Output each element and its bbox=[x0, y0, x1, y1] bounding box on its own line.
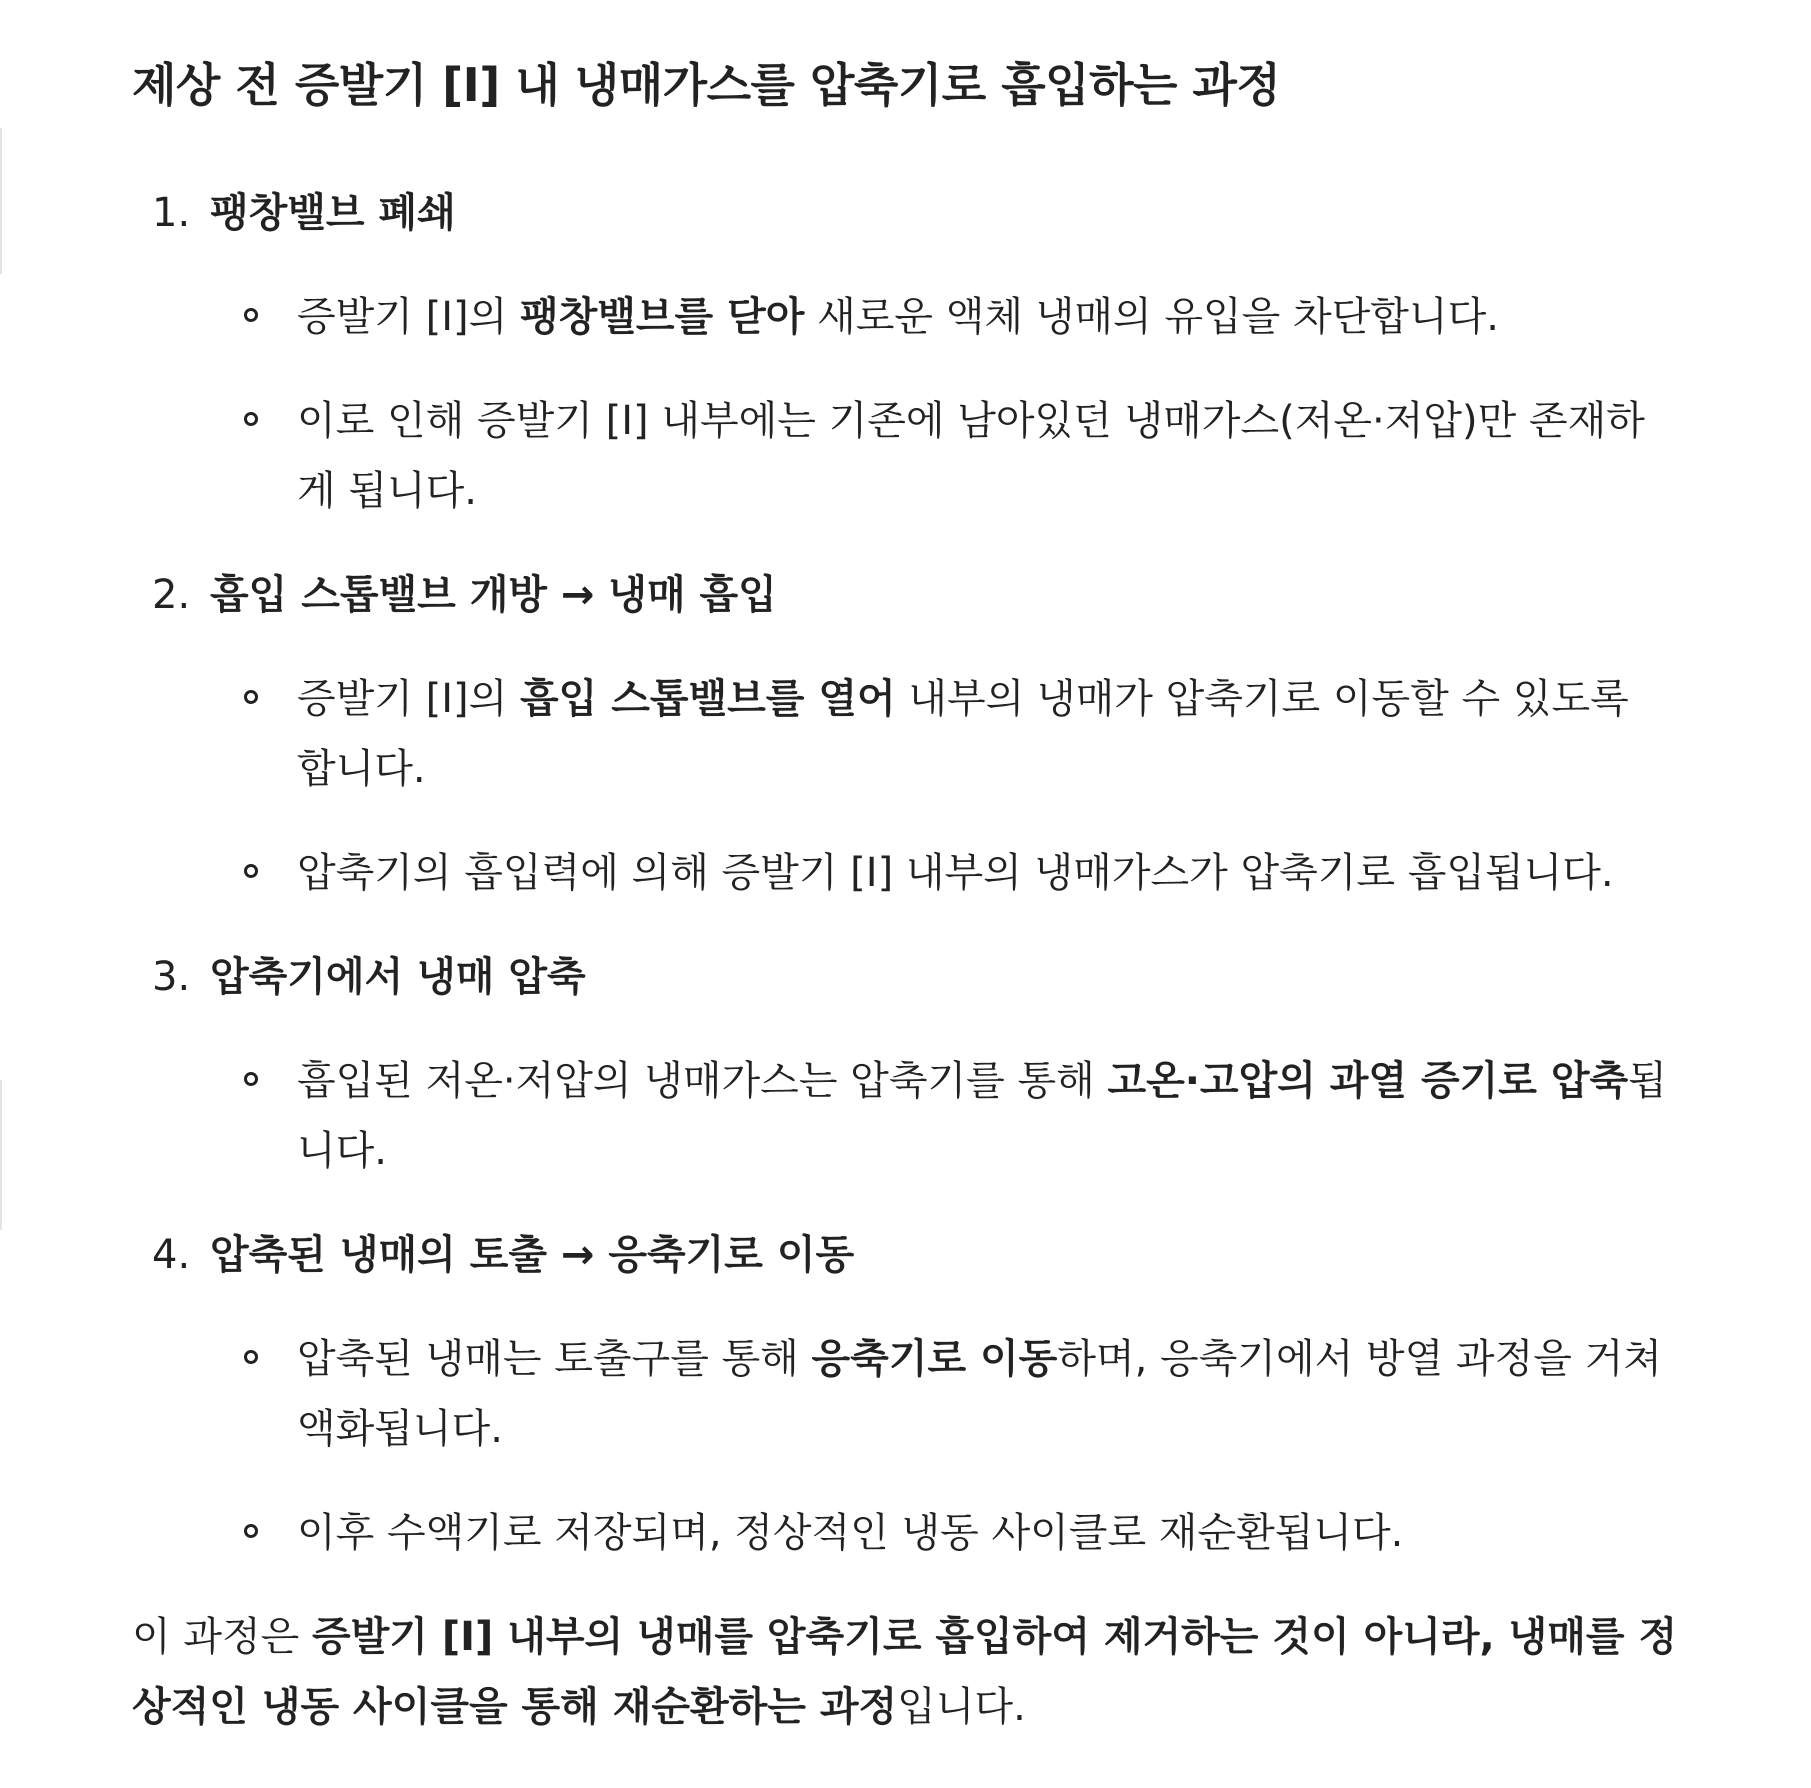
bullet-item bbox=[132, 1324, 1692, 1464]
bullet-text: 흡입된 저온·저압의 냉매가스는 압축기를 통해 고온·고압의 과열 증기로 압축됩니다. bbox=[297, 1058, 1667, 1174]
step-list bbox=[132, 178, 1692, 1568]
bullet-text: 압축기의 흡입력에 의해 증발기 [I] 내부의 냉매가스가 압축기로 흡입됩니다. bbox=[297, 850, 1614, 896]
bullet-text: 증발기 [I]의 흡입 스톱밸브를 열어 내부의 냉매가 압축기로 이동할 수 있도록 합니다. bbox=[297, 676, 1629, 792]
bullet-circle-icon bbox=[132, 282, 297, 322]
document bbox=[132, 40, 1692, 1782]
bullet-item bbox=[132, 1046, 1692, 1186]
step-number: 2. bbox=[152, 572, 191, 618]
bullet-text: 증발기 [I]의 팽창밸브를 닫아 새로운 액체 냉매의 유입을 차단합니다. bbox=[297, 294, 1499, 340]
bullet-text: 이후 수액기로 저장되며, 정상적인 냉동 사이클로 재순환됩니다. bbox=[297, 1510, 1404, 1556]
bullet-circle-icon bbox=[132, 1046, 297, 1086]
step-title: 압축기에서 냉매 압축 bbox=[210, 954, 586, 1000]
bullet-item bbox=[132, 1498, 1692, 1568]
page-title: 제상 전 증발기 [I] 내 냉매가스를 압축기로 흡입하는 과정 bbox=[132, 58, 1281, 112]
bullet-item bbox=[132, 282, 1692, 352]
bullet-list bbox=[132, 1046, 1692, 1186]
bullet-circle-icon bbox=[132, 838, 297, 878]
step-number: 1. bbox=[152, 190, 191, 236]
left-edge-divider-bottom bbox=[0, 1080, 2, 1230]
conclusion-paragraph: 이 과정은 증발기 [I] 내부의 냉매를 압축기로 흡입하여 제거하는 것이 아니라, 냉매를 정상적인 냉동 사이클을 통해 재순환하는 과정입니다. bbox=[132, 1614, 1678, 1730]
step-heading bbox=[132, 560, 1692, 630]
step-number: 4. bbox=[152, 1232, 191, 1278]
step-title: 흡입 스톱밸브 개방 → 냉매 흡입 bbox=[210, 572, 777, 618]
bullet-list bbox=[132, 664, 1692, 908]
bullet-item bbox=[132, 386, 1692, 526]
left-edge-divider-top bbox=[0, 128, 2, 274]
bullet-item bbox=[132, 838, 1692, 908]
bullet-item bbox=[132, 664, 1692, 804]
bullet-circle-icon bbox=[132, 1498, 297, 1538]
step-item bbox=[132, 560, 1692, 908]
step-item bbox=[132, 178, 1692, 526]
step-item bbox=[132, 1220, 1692, 1568]
step-heading bbox=[132, 1220, 1692, 1290]
bullet-list bbox=[132, 282, 1692, 526]
bullet-circle-icon bbox=[132, 664, 297, 704]
bullet-list bbox=[132, 1324, 1692, 1568]
bullet-text: 압축된 냉매는 토출구를 통해 응축기로 이동하며, 응축기에서 방열 과정을 거쳐 액화됩니다. bbox=[297, 1336, 1662, 1452]
bullet-circle-icon bbox=[132, 1324, 297, 1364]
bullet-text: 이로 인해 증발기 [I] 내부에는 기존에 남아있던 냉매가스(저온·저압)만 존재하게 됩니다. bbox=[297, 398, 1645, 514]
step-heading bbox=[132, 942, 1692, 1012]
bullet-circle-icon bbox=[132, 386, 297, 426]
step-heading bbox=[132, 178, 1692, 248]
step-item bbox=[132, 942, 1692, 1186]
step-title: 압축된 냉매의 토출 → 응축기로 이동 bbox=[210, 1232, 855, 1278]
step-title: 팽창밸브 폐쇄 bbox=[210, 190, 456, 236]
step-number: 3. bbox=[152, 954, 191, 1000]
